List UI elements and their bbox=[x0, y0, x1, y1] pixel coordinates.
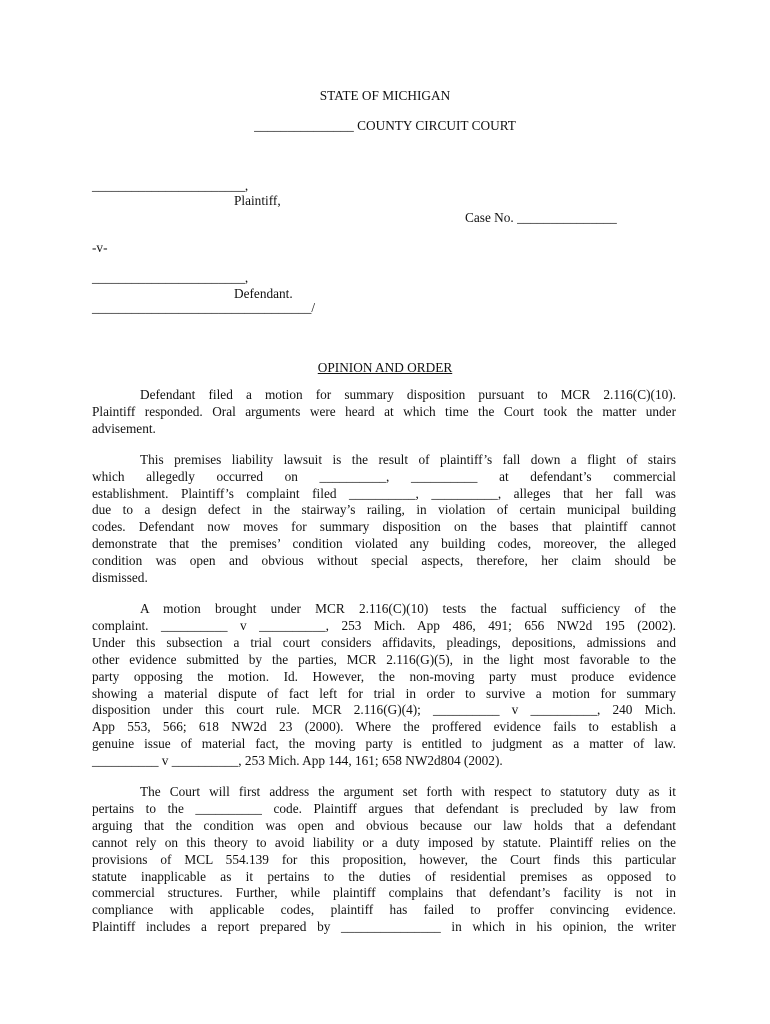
paragraph-line: compliance with applicable codes, plaintiff has failed to proffer convincing evidence. bbox=[92, 902, 676, 918]
state-heading: STATE OF MICHIGAN bbox=[319, 88, 451, 103]
paragraph-line: establishment. Plaintiff’s complaint filed __________, __________, alleges that her fall was bbox=[92, 485, 676, 501]
versus-label: -v- bbox=[92, 240, 108, 255]
paragraph-line: demonstrate that the premises’ condition violated any building codes, moreover, the alleged bbox=[92, 536, 676, 552]
paragraph-motion bbox=[92, 387, 676, 438]
paragraph-standard bbox=[92, 601, 676, 770]
paragraph-line: cannot rely on this theory to avoid liability or a duty imposed by statute. Plaintiff relies on the bbox=[92, 834, 676, 850]
paragraph-line: arguing that the condition was open and obvious because our law holds that a defendant bbox=[92, 817, 676, 833]
paragraph-line: Defendant filed a motion for summary disposition pursuant to MCR 2.116(C)(10). bbox=[140, 387, 676, 402]
paragraph-line: provisions of MCL 554.139 for this proposition, however, the Court finds this particular bbox=[92, 851, 676, 867]
paragraph-line: disposition under this court rule. MCR 2.116(G)(4); __________ v __________, 240 Mich. bbox=[92, 702, 676, 718]
paragraph-line: due to a design defect in the stairway’s railing, in violation of certain municipal building bbox=[92, 502, 676, 518]
paragraph-line: Under this subsection a trial court considers affidavits, pleadings, depositions, admissions and bbox=[92, 634, 676, 650]
paragraph-line: other evidence submitted by the parties, MCR 2.116(G)(5), in the light most favorable to the bbox=[92, 651, 676, 667]
court-heading: _______________ COUNTY CIRCUIT COURT bbox=[254, 118, 516, 133]
case-number: Case No. _______________ bbox=[465, 210, 617, 225]
paragraph-line: codes. Defendant now moves for summary disposition on the bases that plaintiff cannot bbox=[92, 519, 676, 535]
paragraph-line: The Court will first address the argument set forth with respect to statutory duty as it bbox=[140, 784, 676, 800]
paragraph-line: A motion brought under MCR 2.116(C)(10) tests the factual sufficiency of the bbox=[140, 600, 676, 616]
paragraph-line: advisement. bbox=[92, 420, 156, 436]
caption-closing-line: _________________________________/ bbox=[92, 300, 316, 315]
paragraph-line: complaint. __________ v __________, 253 Mich. App 486, 491; 656 NW2d 195 (2002). bbox=[92, 617, 676, 633]
paragraph-statutory-duty bbox=[92, 784, 676, 936]
plaintiff-label: Plaintiff, bbox=[234, 193, 281, 208]
paragraph-facts bbox=[92, 452, 676, 587]
document-title: OPINION AND ORDER bbox=[317, 360, 453, 375]
paragraph-line: commercial structures. Further, while plaintiff complains that defendant’s facility is not in bbox=[92, 885, 676, 901]
defendant-blank: _______________________, bbox=[92, 270, 249, 285]
paragraph-line: statute inapplicable as it pertains to the duties of residential premises as opposed to bbox=[92, 868, 676, 884]
paragraph-line: App 553, 566; 618 NW2d 23 (2000). Where the proffered evidence fails to establish a bbox=[92, 719, 676, 735]
paragraph-line: pertains to the __________ code. Plaintiff argues that defendant is precluded by law from bbox=[92, 800, 676, 816]
paragraph-line: dismissed. bbox=[92, 570, 148, 586]
defendant-label: Defendant. bbox=[234, 286, 293, 301]
paragraph-line: genuine issue of material fact, the moving party is entitled to judgment as a matter of law. bbox=[92, 736, 676, 752]
plaintiff-blank: _______________________, bbox=[92, 178, 249, 193]
paragraph-line: Plaintiff includes a report prepared by _______________ in which in his opinion, the writer bbox=[92, 919, 676, 935]
paragraph-line: Plaintiff responded. Oral arguments were heard at which time the Court took the matter under bbox=[92, 403, 676, 419]
paragraph-line: party opposing the motion. Id. However, the non-moving party must produce evidence bbox=[92, 668, 676, 684]
paragraph-line: This premises liability lawsuit is the result of plaintiff’s fall down a flight of stairs bbox=[140, 451, 676, 467]
paragraph-line: showing a material dispute of fact left for trial in order to survive a motion for summary bbox=[92, 685, 676, 701]
paragraph-line: condition was open and obvious without special aspects, therefore, her claim should be bbox=[92, 553, 676, 569]
paragraph-line: __________ v __________, 253 Mich. App 144, 161; 658 NW2d804 (2002). bbox=[92, 753, 503, 769]
document-body bbox=[92, 387, 676, 950]
paragraph-line: which allegedly occurred on __________, __________ at defendant’s commercial bbox=[92, 468, 676, 484]
